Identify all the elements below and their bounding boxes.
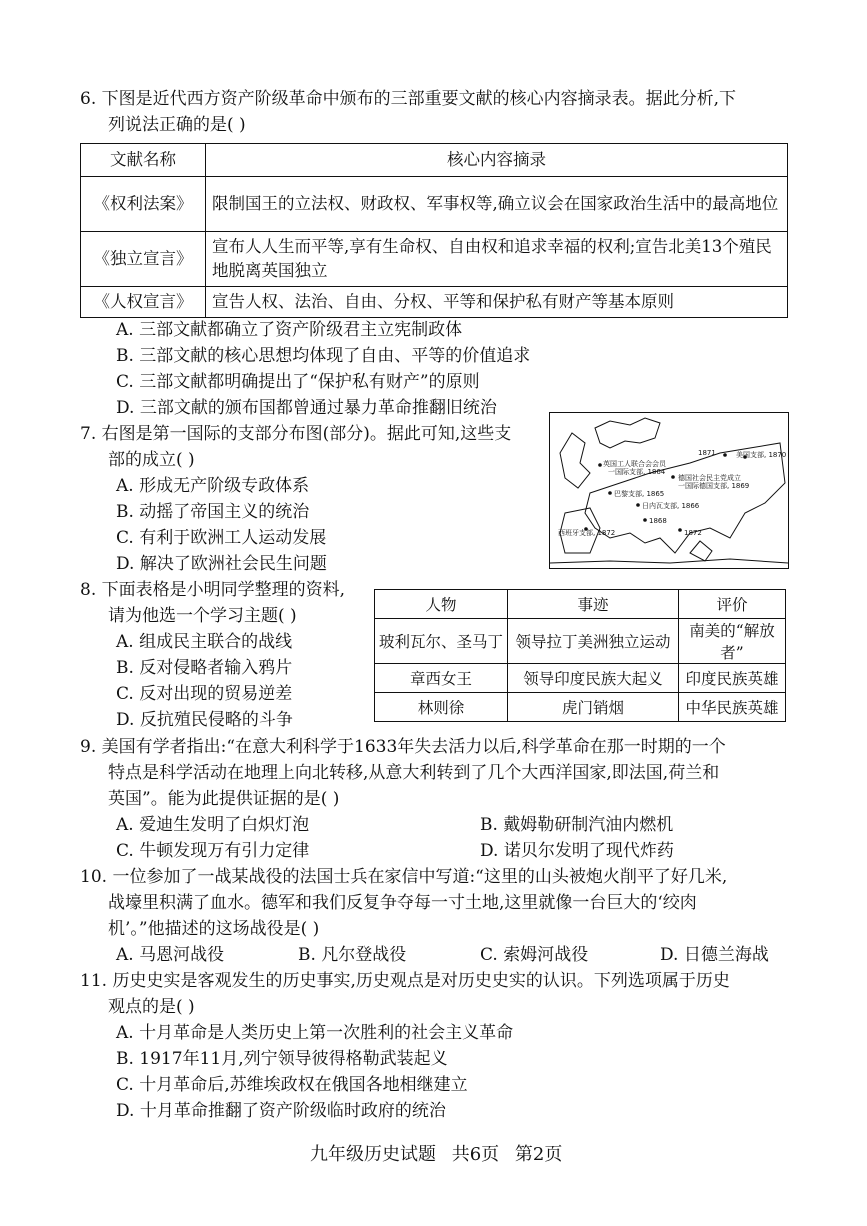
table-header-cell: 文献名称 [81,144,206,177]
table-cell-doc-name: 《独立宣言》 [81,232,206,287]
q10-stem-line1: 10. 一位参加了一战某战役的法国士兵在家信中写道:“这里的山头被炮火削平了好几米, [80,867,728,887]
table-header-row [375,590,786,619]
q7-stem-line1: 7. 右图是第一国际的支部分布图(部分)。据此可知,这些支 [80,424,512,444]
q8-stem-line1: 8. 下面表格是小明同学整理的资料, [80,580,346,600]
first-international-map [549,412,789,569]
map-label: 1868 [649,517,667,525]
table-cell: 中华民族英雄 [679,693,786,722]
table-cell: 领导拉丁美洲独立运动 [508,619,679,664]
table-cell-doc-name: 《人权宣言》 [81,287,206,318]
map-label: 巴黎支部, 1865 [614,490,665,498]
q6-option-c[interactable]: C. 三部文献都明确提出了“保护私有财产”的原则 [116,372,480,392]
q7-option-d[interactable]: D. 解决了欧洲社会民生问题 [116,554,327,574]
q9-option-b[interactable]: B. 戴姆勒研制汽油内燃机 [480,815,674,835]
q7-option-b[interactable]: B. 动摇了帝国主义的统治 [116,502,310,522]
page-footer [310,1140,572,1166]
table-cell: 章西女王 [375,664,508,693]
table-cell-content: 宣布人人生而平等,享有生命权、自由权和追求幸福的权利;宣告北美13个殖民地脱离英国独立 [206,232,788,287]
branch-marker [608,491,612,495]
map-label: 一国际支部, 1864 [608,468,666,476]
q9-option-c[interactable]: C. 牛顿发现万有引力定律 [116,841,310,861]
scandinavia-shape [595,418,660,448]
table-row [375,619,786,664]
q10-stem-line2: 战壕里积满了血水。德军和我们反复争夺每一寸土地,这里就像一台巨大的‘绞肉 [108,893,697,913]
q11-stem-line1: 11. 历史史实是客观发生的历史事实,历史观点是对历史史实的认识。下列选项属于历史 [80,971,730,991]
branch-marker [598,463,602,467]
table-row [81,287,788,318]
table-row [375,664,786,693]
table-header-cell: 人物 [375,590,508,619]
q11-option-c[interactable]: C. 十月革命后,苏维埃政权在俄国各地相继建立 [116,1075,468,1095]
q10-option-a[interactable]: A. 马恩河战役 [116,945,225,965]
table-row [81,177,788,232]
q6-stem-line2: 列说法正确的是( ) [108,115,246,135]
africa-coast [550,559,788,563]
table-row [375,693,786,722]
britain-shape [560,433,590,488]
q10-option-c[interactable]: C. 索姆河战役 [480,945,589,965]
table-header-cell: 核心内容摘录 [206,144,788,177]
map-label: 英国工人联合会会员 [603,460,666,468]
q9-option-a[interactable]: A. 爱迪生发明了白炽灯泡 [116,815,310,835]
table-cell: 虎门销烟 [508,693,679,722]
q10-stem-line3: 机’。”他描述的这场战役是( ) [108,919,320,939]
q9-stem-line2: 特点是科学活动在地理上向北转移,从意大利转到了几个大西洋国家,即法国,荷兰和 [108,763,720,783]
q11-option-a[interactable]: A. 十月革命是人类历史上第一次胜利的社会主义革命 [116,1023,514,1043]
map-label: 1872 [684,529,702,537]
q6-stem-line1: 6. 下图是近代西方资产阶级革命中颁布的三部重要文献的核心内容摘录表。据此分析,下 [80,89,737,109]
footer-page-number: 第2页 [514,1144,563,1165]
greece-shape [690,541,712,561]
q6-option-d[interactable]: D. 三部文献的颁布国都曾通过暴力革命推翻旧统治 [116,398,497,418]
q6-table [80,143,788,318]
footer-total-pages: 共6页 [451,1144,500,1165]
q9-stem-line3: 英国”。能为此提供证据的是( ) [108,789,340,809]
table-row [81,232,788,287]
branch-marker [643,518,647,522]
map-label: 1871 [698,449,716,457]
q11-option-b[interactable]: B. 1917年11月,列宁领导彼得格勒武装起义 [116,1049,448,1069]
q8-table [374,589,786,722]
q11-stem-line2: 观点的是( ) [108,997,195,1017]
q6-option-b[interactable]: B. 三部文献的核心思想均体现了自由、平等的价值追求 [116,346,531,366]
map-label: 日内瓦支部, 1866 [642,502,700,510]
table-cell: 印度民族英雄 [679,664,786,693]
table-cell: 林则徐 [375,693,508,722]
q8-option-a[interactable]: A. 组成民主联合的战线 [116,632,293,652]
q11-option-d[interactable]: D. 十月革命推翻了资产阶级临时政府的统治 [116,1101,446,1121]
q10-option-b[interactable]: B. 凡尔登战役 [298,945,407,965]
map-label: 美国支部, 1870 [736,451,787,459]
table-cell: 玻利瓦尔、圣马丁 [375,619,508,664]
q8-option-d[interactable]: D. 反抗殖民侵略的斗争 [116,710,293,730]
map-label: 一国际德国支部, 1869 [678,482,750,490]
europe-map-svg [550,413,788,568]
table-cell-content: 宣告人权、法治、自由、分权、平等和保护私有财产等基本原则 [206,287,788,318]
map-label: 西班牙支部, 1872 [558,529,616,537]
footer-subject: 九年级历史试题 [310,1144,436,1165]
table-header-cell: 评价 [679,590,786,619]
q8-option-b[interactable]: B. 反对侵略者输入鸦片 [116,658,293,678]
branch-marker [678,528,682,532]
table-cell: 领导印度民族大起义 [508,664,679,693]
table-header-cell: 事迹 [508,590,679,619]
table-header-row [81,144,788,177]
q9-stem-line1: 9. 美国有学者指出:“在意大利科学于1633年失去活力以后,科学革命在那一时期的一个 [80,737,726,757]
q7-option-c[interactable]: C. 有利于欧洲工人运动发展 [116,528,327,548]
q9-option-d[interactable]: D. 诺贝尔发明了现代炸药 [480,841,674,861]
q6-option-a[interactable]: A. 三部文献都确立了资产阶级君主立宪制政体 [116,320,463,340]
branch-marker [723,453,727,457]
branch-marker [671,475,675,479]
q7-option-a[interactable]: A. 形成无产阶级专政体系 [116,476,310,496]
q7-stem-line2: 部的成立( ) [108,450,195,470]
table-cell: 南美的“解放者” [679,619,786,664]
map-label: 德国社会民主党成立 [678,474,741,482]
q8-option-c[interactable]: C. 反对出现的贸易逆差 [116,684,293,704]
q8-stem-line2: 请为他选一个学习主题( ) [108,606,297,626]
branch-marker [636,503,640,507]
table-cell-content: 限制国王的立法权、财政权、军事权等,确立议会在国家政治生活中的最高地位 [206,177,788,232]
table-cell-doc-name: 《权利法案》 [81,177,206,232]
q10-option-d[interactable]: D. 日德兰海战 [660,945,769,965]
